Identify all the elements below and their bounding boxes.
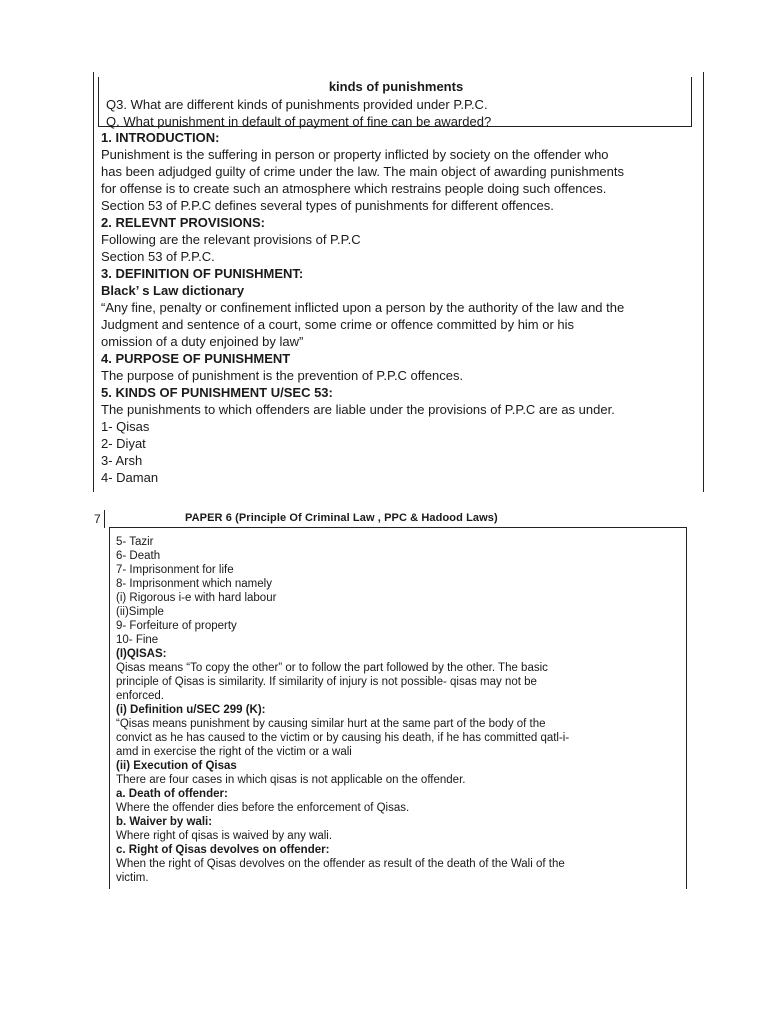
text-line: Section 53 of P.P.C. [101, 249, 215, 264]
section-title: kinds of punishments [328, 79, 464, 94]
text-line: “Any fine, penalty or confinement inflicted upon a person by the authority of the law and the [101, 300, 625, 315]
text-line: The purpose of punishment is the prevention of P.P.C offences. [101, 368, 464, 383]
page-two-body [116, 535, 682, 885]
heading-line: (i) Definition u/SEC 299 (K): [116, 704, 266, 716]
page-one [0, 0, 768, 500]
page-number-divider [104, 510, 105, 528]
text-line: for offense is to create such an atmosphere which restrains people doing such offences. [101, 181, 607, 196]
text-line: principle of Qisas is similarity. If similarity of injury is not possible- qisas may not be [116, 676, 537, 688]
question-two: Q. What punishment in default of payment of fine can be awarded? [106, 114, 492, 129]
text-line: has been adjudged guilty of crime under the law. The main object of awarding punishments [101, 164, 624, 179]
right-margin-line [703, 72, 704, 492]
heading-line: (ii) Execution of Qisas [116, 760, 237, 772]
text-line: amd in exercise the right of the victim or a wali [116, 746, 352, 758]
text-line: 9- Forfeiture of property [116, 620, 237, 632]
text-line: When the right of Qisas devolves on the offender as result of the death of the Wali of the [116, 858, 565, 870]
text-line: 3- Arsh [101, 453, 143, 468]
paper-header: PAPER 6 (Principle Of Criminal Law , PPC & Hadood Laws) [185, 512, 498, 524]
text-line: 4- Daman [101, 470, 159, 485]
text-line: victim. [116, 872, 149, 884]
text-line: enforced. [116, 690, 164, 702]
page-one-body [101, 129, 701, 486]
heading-line: b. Waiver by wali: [116, 816, 213, 828]
question-one: Q3. What are different kinds of punishments provided under P.P.C. [106, 97, 488, 112]
text-line: Punishment is the suffering in person or property inflicted by society on the offender who [101, 147, 609, 162]
text-line: (ii)Simple [116, 606, 164, 618]
text-line: Section 53 of P.P.C defines several types of punishments for different offences. [101, 198, 554, 213]
heading-line: 2. RELEVNT PROVISIONS: [101, 215, 265, 230]
text-line: There are four cases in which qisas is not applicable on the offender. [116, 774, 466, 786]
heading-line: 4. PURPOSE OF PUNISHMENT [101, 351, 291, 366]
text-line: omission of a duty enjoined by law” [101, 334, 304, 349]
heading-line: (I)QISAS: [116, 648, 167, 660]
text-line: 10- Fine [116, 634, 159, 646]
text-line: Judgment and sentence of a court, some crime or offence committed by him or his [101, 317, 575, 332]
text-line: convict as he has caused to the victim or by causing his death, if he has committed qatl-i- [116, 732, 570, 744]
heading-line: a. Death of offender: [116, 788, 228, 800]
question-box [98, 77, 692, 127]
text-line: Where right of qisas is waived by any wali. [116, 830, 333, 842]
left-margin-line [93, 72, 94, 492]
text-line: 6- Death [116, 550, 161, 562]
text-line: Following are the relevant provisions of P.P.C [101, 232, 361, 247]
text-line: The punishments to which offenders are liable under the provisions of P.P.C are as under. [101, 402, 615, 417]
text-line: 1- Qisas [101, 419, 150, 434]
page-number: 7 [94, 512, 101, 526]
heading-line: 1. INTRODUCTION: [101, 130, 220, 145]
text-line: “Qisas means punishment by causing similar hurt at the same part of the body of the [116, 718, 546, 730]
text-line: Where the offender dies before the enforcement of Qisas. [116, 802, 410, 814]
text-line: 8- Imprisonment which namely [116, 578, 272, 590]
heading-line: 3. DEFINITION OF PUNISHMENT: [101, 266, 304, 281]
heading-line: Black’ s Law dictionary [101, 283, 245, 298]
heading-line: c. Right of Qisas devolves on offender: [116, 844, 330, 856]
text-line: (i) Rigorous i-e with hard labour [116, 592, 277, 604]
text-line: 2- Diyat [101, 436, 146, 451]
text-line: 5- Tazir [116, 536, 154, 548]
heading-line: 5. KINDS OF PUNISHMENT U/SEC 53: [101, 385, 333, 400]
text-line: 7- Imprisonment for life [116, 564, 234, 576]
text-line: Qisas means “To copy the other” or to follow the part followed by the other. The basic [116, 662, 548, 674]
